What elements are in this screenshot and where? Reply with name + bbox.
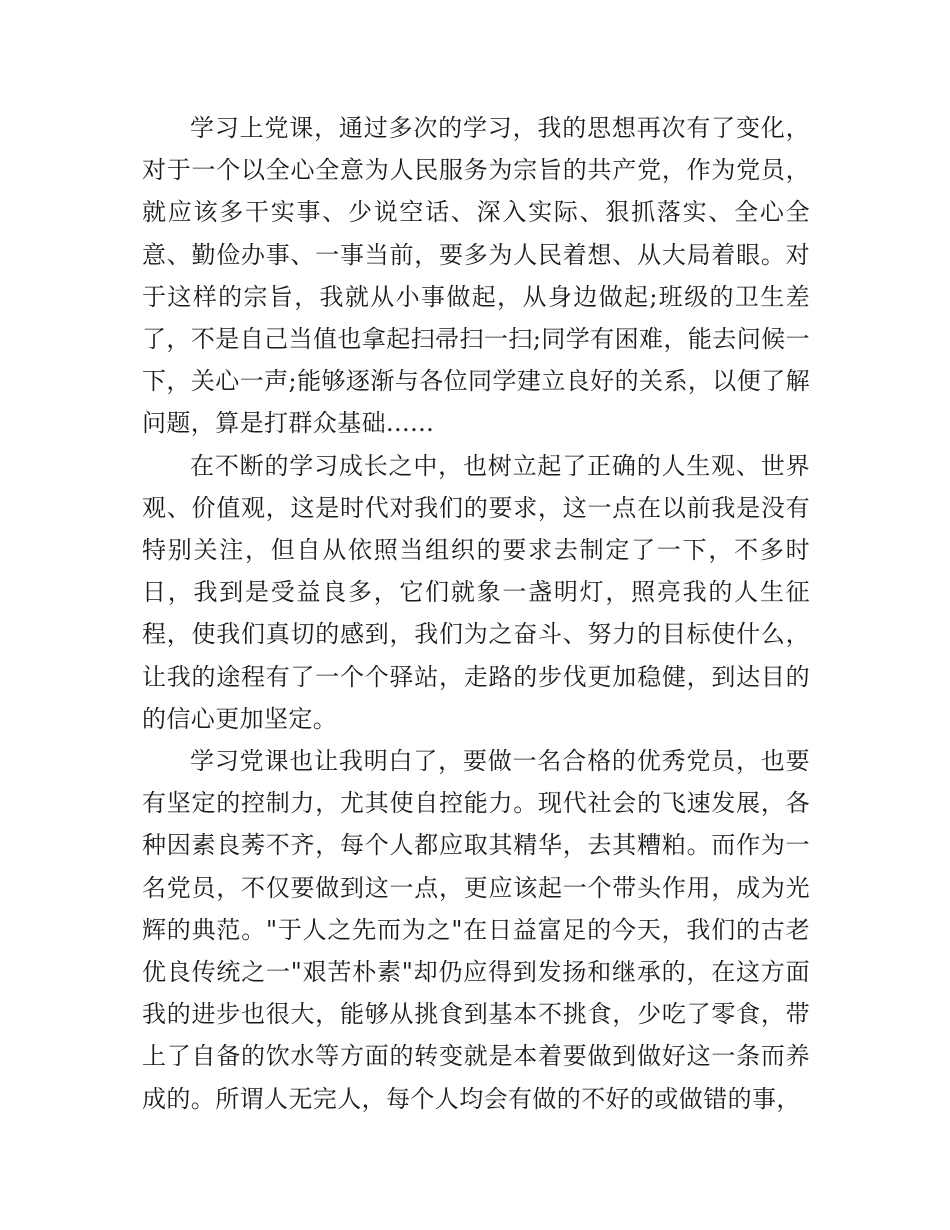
paragraph-1: 学习上党课，通过多次的学习，我的思想再次有了变化，对于一个以全心全意为人民服务为宗旨的共产党，作为党员，就应该多干实事、少说空话、深入实际、狠抓落实、全心全意、勤俭办事、一事当前，要多为人民着想、从大局着眼。对于这样的宗旨，我就从小事做起，从身边做起;班级的卫生差了，不是自己当值也拿起扫帚扫一扫;同学有困难，能去问候一下，关心一声;能够逐渐与各位同学建立良好的关系，以便了解问题，算是打群众基础...... [142, 114, 810, 438]
paragraph-2: 在不断的学习成长之中，也树立起了正确的人生观、世界观、价值观，这是时代对我们的要求，这一点在以前我是没有特别关注，但自从依照当组织的要求去制定了一下，不多时日，我到是受益良多，它们就象一盏明灯，照亮我的人生征程，使我们真切的感到，我们为之奋斗、努力的目标使什么，让我的途程有了一个个驿站，走路的步伐更加稳健，到达目的的信心更加坚定。 [142, 451, 810, 733]
paragraph-3: 学习党课也让我明白了，要做一名合格的优秀党员，也要有坚定的控制力，尤其使自控能力。现代社会的飞速发展，各种因素良莠不齐，每个人都应取其精华，去其糟粕。而作为一名党员，不仅要做到这一点，更应该起一个带头作用，成为光辉的典范。"于人之先而为之"在日益富足的今天，我们的古老优良传统之一"艰苦朴素"却仍应得到发扬和继承的，在这方面我的进步也很大，能够从挑食到基本不挑食，少吃了零食，带上了自备的饮水等方面的转变就是本着要做到做好这一条而养成的。所谓人无完人，每个人均会有做的不好的或做错的事， [142, 747, 810, 1113]
document-body [142, 107, 810, 1120]
